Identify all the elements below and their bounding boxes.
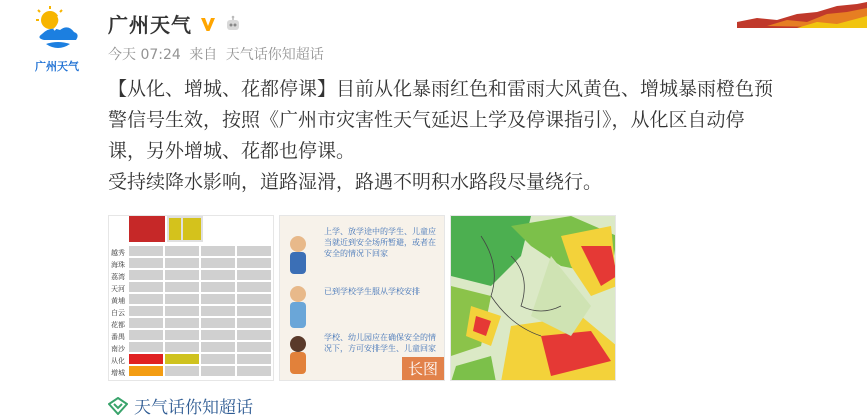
table-cell <box>165 246 199 256</box>
table-cell <box>129 318 163 328</box>
table-district-label: 黄埔 <box>111 297 125 305</box>
table-cell <box>201 330 235 340</box>
post-content <box>108 74 853 198</box>
table-district-label: 从化 <box>111 357 125 365</box>
weather-logo-icon <box>28 4 86 58</box>
table-district-label: 花都 <box>111 321 125 329</box>
topic-link[interactable] <box>108 393 253 418</box>
image-thumbnail-safety-poster[interactable] <box>279 215 445 381</box>
poster-text-3: 学校、幼儿园应在确保安全的情况下，方可安排学生、儿童回家 <box>324 333 436 353</box>
table-district-label: 番禺 <box>111 333 125 341</box>
table-cell <box>201 270 235 280</box>
long-image-tag: 长图 <box>402 357 444 380</box>
poster-text-1: 上学、放学途中的学生、儿童应当就近到安全场所暂避，或者在安全的情况下回家 <box>324 227 436 258</box>
table-cell <box>201 282 235 292</box>
robot-icon <box>224 15 242 33</box>
red-warning-icon <box>129 216 165 242</box>
table-district-label: 增城 <box>111 369 125 377</box>
table-cell <box>237 282 271 292</box>
table-district-label: 白云 <box>111 309 125 317</box>
table-cell <box>201 318 235 328</box>
post-from-label: 来自 <box>189 47 218 63</box>
table-cell <box>129 306 163 316</box>
table-cell <box>237 330 271 340</box>
table-cell <box>129 354 163 364</box>
table-district-label: 天河 <box>111 285 125 293</box>
table-cell <box>201 258 235 268</box>
table-cell <box>201 246 235 256</box>
avatar-label: 广州天气 <box>35 60 79 73</box>
table-cell <box>237 306 271 316</box>
table-cell <box>165 282 199 292</box>
table-cell <box>201 306 235 316</box>
table-cell <box>129 270 163 280</box>
table-cell <box>129 258 163 268</box>
post-line: 受持续降水影响，道路湿滑，路遇不明积水路段尽量绕行。 <box>108 171 603 193</box>
author-header <box>108 9 242 38</box>
table-cell <box>129 342 163 352</box>
table-cell <box>129 246 163 256</box>
image-thumbnail-warning-table[interactable] <box>108 215 274 381</box>
image-thumbnail-radar-map[interactable] <box>450 215 616 381</box>
table-cell <box>165 306 199 316</box>
supertopic-icon <box>108 397 128 415</box>
table-cell <box>201 354 235 364</box>
topic-label: 天气话你知超话 <box>134 398 253 418</box>
table-cell <box>237 342 271 352</box>
table-cell <box>165 270 199 280</box>
avatar[interactable] <box>28 4 86 74</box>
table-cell <box>237 246 271 256</box>
table-cell <box>165 258 199 268</box>
table-cell <box>129 330 163 340</box>
post-line: 【从化、增城、花都停课】目前从化暴雨红色和雷雨大风黄色、增城暴雨橙色预 <box>108 78 774 100</box>
table-cell <box>165 294 199 304</box>
post-line: 警信号生效，按照《广州市灾害性天气延迟上学及停课指引》，从化区自动停 <box>108 109 745 131</box>
table-cell <box>237 366 271 376</box>
poster-text-2: 已到学校学生服从学校安排 <box>324 287 420 296</box>
table-district-label: 海珠 <box>111 261 125 269</box>
table-cell <box>165 318 199 328</box>
table-cell <box>201 342 235 352</box>
post-time[interactable]: 今天 07:24 <box>108 47 181 63</box>
table-cell <box>129 366 163 376</box>
table-cell <box>237 318 271 328</box>
yellow-warning-icon <box>169 218 181 240</box>
author-name[interactable]: 广州天气 <box>108 13 192 37</box>
table-cell <box>201 366 235 376</box>
table-cell <box>237 258 271 268</box>
table-cell <box>237 294 271 304</box>
table-district-label: 荔湾 <box>111 273 125 281</box>
table-cell <box>165 366 199 376</box>
post-line: 课，另外增城、花都也停课。 <box>108 140 356 162</box>
table-cell <box>165 330 199 340</box>
table-cell <box>201 294 235 304</box>
radar-map-icon <box>451 216 616 381</box>
header-decoration-icon <box>707 0 867 28</box>
post-meta <box>108 44 328 64</box>
table-cell <box>165 342 199 352</box>
table-district-label: 南沙 <box>111 345 125 353</box>
post-source[interactable]: 天气话你知超话 <box>225 47 324 63</box>
table-cell <box>129 294 163 304</box>
verified-icon <box>198 14 218 34</box>
table-cell <box>129 282 163 292</box>
table-cell <box>237 354 271 364</box>
table-cell <box>165 354 199 364</box>
table-cell <box>237 270 271 280</box>
table-district-label: 越秀 <box>111 249 125 257</box>
